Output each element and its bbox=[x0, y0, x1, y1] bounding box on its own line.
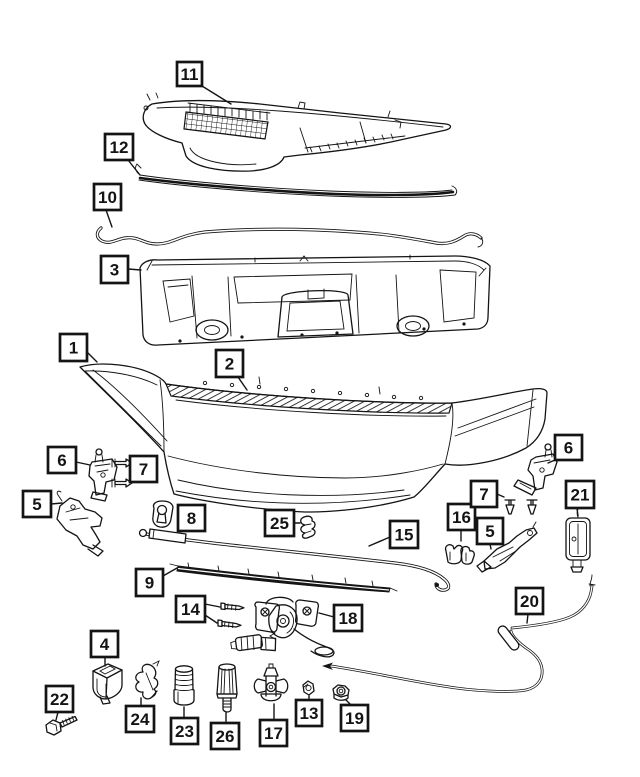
part-prop-rod-clip bbox=[301, 516, 315, 538]
callout-number-push-retainer: 17 bbox=[264, 724, 283, 743]
callout-number-hinge-pins-right: 7 bbox=[479, 485, 489, 504]
callout-number-rubber-plug: 23 bbox=[175, 722, 194, 741]
callout-number-hood-prop-rod: 15 bbox=[394, 525, 414, 545]
part-hex-bolt bbox=[46, 716, 77, 735]
callout-number-hood-rear-strip: 2 bbox=[224, 354, 235, 374]
part-hood-bumper bbox=[217, 664, 237, 712]
callout-number-release-cable: 20 bbox=[520, 592, 539, 611]
leader-weatherstrip bbox=[106, 210, 112, 227]
part-hinge-pins-right bbox=[505, 500, 537, 514]
callout-hood-latch[interactable] bbox=[334, 605, 362, 631]
callout-hex-bolt[interactable] bbox=[46, 686, 73, 712]
leader-hood-rear-strip bbox=[238, 377, 247, 390]
part-flange-nut bbox=[333, 685, 349, 700]
part-hood-latch bbox=[230, 597, 334, 657]
callout-number-retainer-clips-right: 16 bbox=[452, 508, 471, 527]
callout-small-nut[interactable] bbox=[296, 700, 322, 726]
callout-number-hinge-bracket-right: 5 bbox=[485, 522, 495, 541]
part-rubber-plug bbox=[174, 666, 194, 705]
part-release-cable bbox=[322, 575, 595, 691]
part-wire-clip bbox=[136, 661, 159, 699]
callout-number-front-seal-strip: 12 bbox=[109, 138, 129, 157]
callout-hinge-pins-right[interactable] bbox=[471, 481, 497, 507]
callout-flange-nut[interactable] bbox=[341, 705, 368, 731]
callout-number-hood-hinge-right: 6 bbox=[563, 438, 574, 458]
callout-prop-rod-grommet[interactable] bbox=[178, 505, 205, 531]
callout-bumper-bracket[interactable] bbox=[566, 481, 594, 508]
callout-rubber-plug[interactable] bbox=[171, 718, 198, 744]
callout-weatherstrip[interactable] bbox=[94, 184, 121, 210]
callout-number-hood-latch: 18 bbox=[338, 609, 358, 628]
callout-number-prop-rod-clip: 25 bbox=[270, 514, 289, 533]
leader-latch-screws bbox=[205, 604, 220, 607]
callout-number-hood-front-seal: 9 bbox=[144, 573, 155, 593]
part-push-retainer bbox=[254, 664, 288, 701]
callout-number-u-nut-clip: 4 bbox=[99, 635, 110, 654]
part-hood-hinge-left bbox=[89, 449, 117, 501]
leader-hood-hinge-left bbox=[76, 462, 90, 465]
callout-release-cable[interactable] bbox=[516, 588, 543, 614]
callout-front-seal-strip[interactable] bbox=[105, 134, 133, 160]
callout-hood-rear-strip[interactable] bbox=[216, 350, 243, 377]
callout-prop-rod-clip[interactable] bbox=[265, 510, 294, 536]
callout-hood-silencer-panel[interactable] bbox=[101, 256, 128, 283]
part-latch-screws bbox=[218, 603, 244, 628]
callout-number-hood-bumper: 26 bbox=[215, 727, 235, 746]
callout-latch-screws[interactable] bbox=[176, 596, 205, 622]
part-hood-front-seal bbox=[170, 563, 397, 592]
callout-hinge-bolts-left[interactable] bbox=[130, 456, 157, 482]
callout-cowl-grille-panel[interactable] bbox=[177, 62, 202, 86]
part-hood-hinge-right bbox=[514, 444, 557, 495]
callout-hinge-bracket-right[interactable] bbox=[477, 518, 503, 544]
part-weatherstrip bbox=[97, 228, 482, 247]
leader-hood-prop-rod bbox=[369, 537, 390, 546]
part-hood-silencer-panel bbox=[140, 255, 490, 345]
part-small-nut bbox=[303, 681, 314, 695]
part-u-nut-clip bbox=[93, 664, 122, 704]
leader-latch-screws bbox=[205, 615, 217, 623]
leader-front-seal-strip bbox=[128, 160, 140, 175]
callout-wire-clip[interactable] bbox=[126, 706, 154, 732]
callout-number-bumper-bracket: 21 bbox=[570, 485, 590, 505]
callout-hood-panel[interactable] bbox=[60, 334, 87, 361]
callout-number-hood-silencer-panel: 3 bbox=[109, 260, 120, 280]
callout-u-nut-clip[interactable] bbox=[91, 631, 118, 657]
part-front-seal-strip bbox=[136, 164, 457, 197]
callout-number-latch-screws: 14 bbox=[181, 600, 200, 619]
callout-number-small-nut: 13 bbox=[299, 704, 319, 723]
callout-hood-bumper[interactable] bbox=[211, 723, 239, 749]
callout-number-hinge-bracket-left: 5 bbox=[32, 495, 42, 514]
callout-number-wire-clip: 24 bbox=[130, 710, 150, 729]
callout-hinge-bracket-left[interactable] bbox=[23, 491, 51, 517]
callout-number-weatherstrip: 10 bbox=[98, 188, 117, 207]
part-prop-rod-grommet bbox=[153, 501, 173, 527]
part-hood-rear-strip bbox=[166, 377, 452, 416]
callout-number-flange-nut: 19 bbox=[345, 709, 364, 728]
part-retainer-clips-right bbox=[446, 545, 475, 564]
callout-number-hood-hinge-left: 6 bbox=[57, 451, 67, 470]
callout-number-hood-panel: 1 bbox=[68, 338, 79, 358]
callout-push-retainer[interactable] bbox=[260, 720, 287, 746]
leader-hood-silencer-panel bbox=[128, 269, 141, 270]
callout-hood-hinge-right[interactable] bbox=[555, 435, 582, 460]
callout-number-hex-bolt: 22 bbox=[50, 690, 69, 709]
callout-number-prop-rod-grommet: 8 bbox=[186, 509, 197, 528]
callout-number-hinge-bolts-left: 7 bbox=[138, 460, 149, 479]
leader-hood-latch bbox=[319, 613, 334, 617]
callout-hood-prop-rod[interactable] bbox=[390, 521, 418, 548]
callout-number-cowl-grille-panel: 11 bbox=[180, 65, 199, 84]
part-hinge-bracket-left bbox=[57, 491, 103, 556]
part-cowl-grille-panel bbox=[143, 93, 450, 171]
callout-hood-hinge-left[interactable] bbox=[48, 447, 76, 473]
leader-hood-front-seal bbox=[163, 568, 177, 576]
leader-hood-panel bbox=[87, 352, 97, 362]
callout-hood-front-seal[interactable] bbox=[136, 569, 163, 596]
leader-hinge-bracket-left bbox=[51, 503, 62, 504]
